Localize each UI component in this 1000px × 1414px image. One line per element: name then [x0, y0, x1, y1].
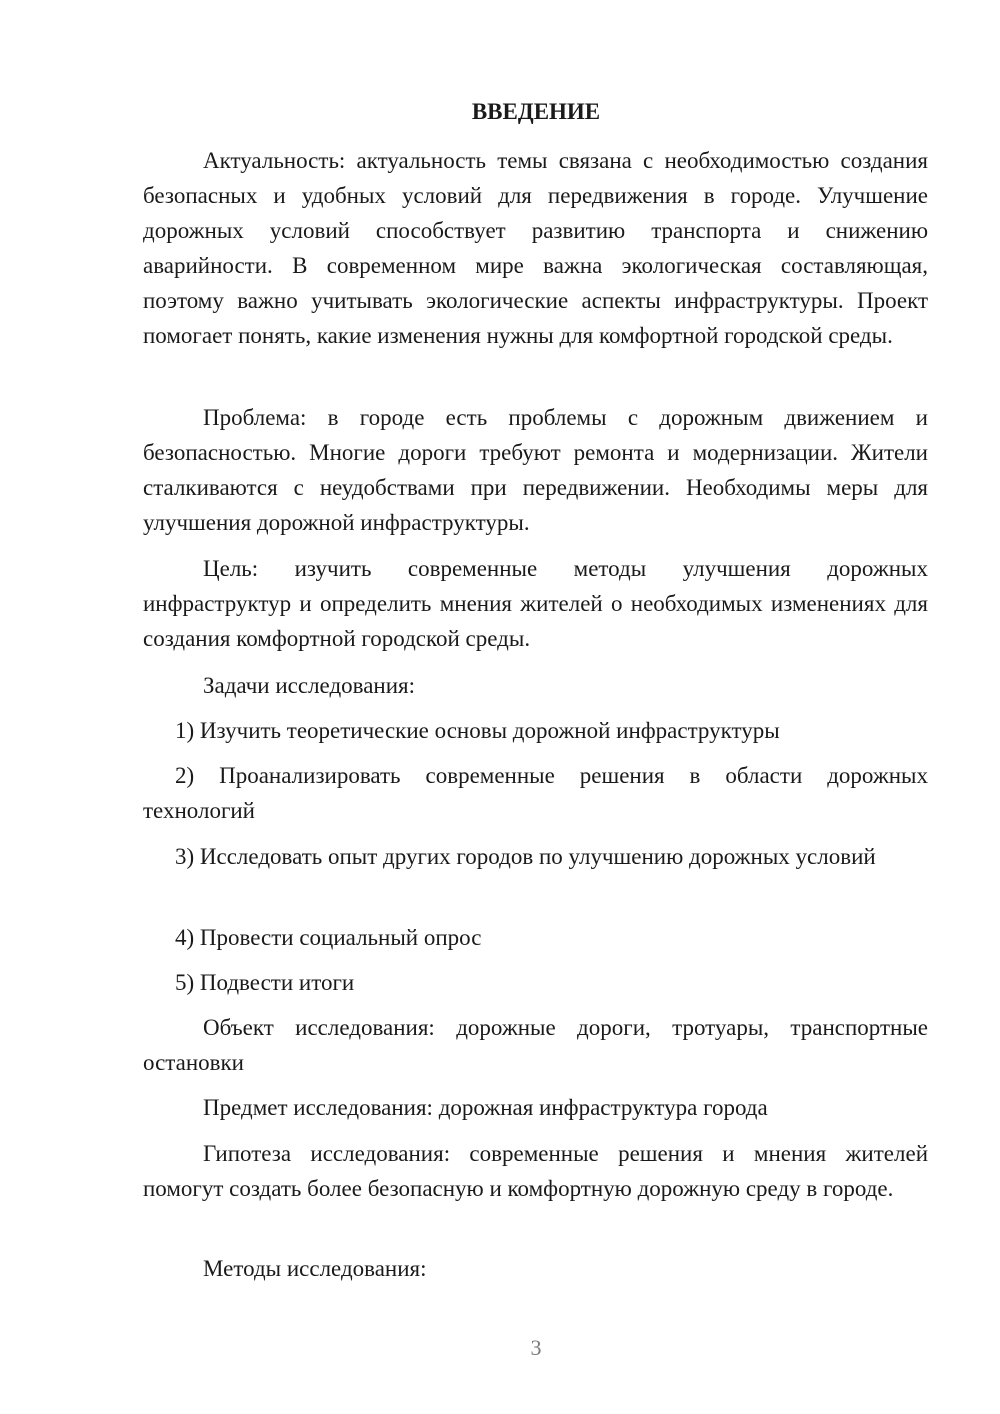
section-heading: ВВЕДЕНИЕ	[471, 99, 601, 124]
task-item-2: 2) Проанализировать современные решения в области дорожных технологий	[143, 763, 928, 823]
object-paragraph: Объект исследования: дорожные дороги, тротуары, транспортные остановки	[143, 1015, 928, 1075]
hypothesis-paragraph: Гипотеза исследования: современные решения и мнения жителей помогут создать более безопасную и комфортную дорожную среду в городе.	[143, 1141, 928, 1201]
tasks-heading: Задачи исследования:	[203, 673, 416, 698]
problem-paragraph: Проблема: в городе есть проблемы с дорожным движением и безопасностью. Многие дороги требуют ремонта и модернизации. Жители сталкиваются с неудобствами при передвижении. Необходимы меры для улучшения дорожной инфраструктуры.	[143, 405, 928, 535]
methods-heading: Методы исследования:	[203, 1256, 427, 1281]
goal-paragraph: Цель: изучить современные методы улучшения дорожных инфраструктур и определить мнения жителей о необходимых изменениях для создания комфортной городской среды.	[143, 556, 928, 651]
page-number: 3	[530, 1335, 542, 1360]
relevance-paragraph: Актуальность: актуальность темы связана с необходимостью создания безопасных и удобных условий для передвижения в городе. Улучшение дорожных условий способствует развитию транспорта и снижению аварийности. В современном мире важна экологическая составляющая, поэтому важно учитывать экологические аспекты инфраструктуры. Проект помогает понять, какие изменения нужны для комфортной городской среды.	[143, 148, 928, 348]
task-item-3: 3) Исследовать опыт других городов по улучшению дорожных условий	[175, 844, 876, 869]
subject-paragraph: Предмет исследования: дорожная инфраструктура города	[203, 1095, 768, 1120]
task-item-4: 4) Провести социальный опрос	[175, 925, 482, 950]
task-item-1: 1) Изучить теоретические основы дорожной инфраструктуры	[175, 718, 780, 743]
task-item-5: 5) Подвести итоги	[175, 970, 355, 995]
